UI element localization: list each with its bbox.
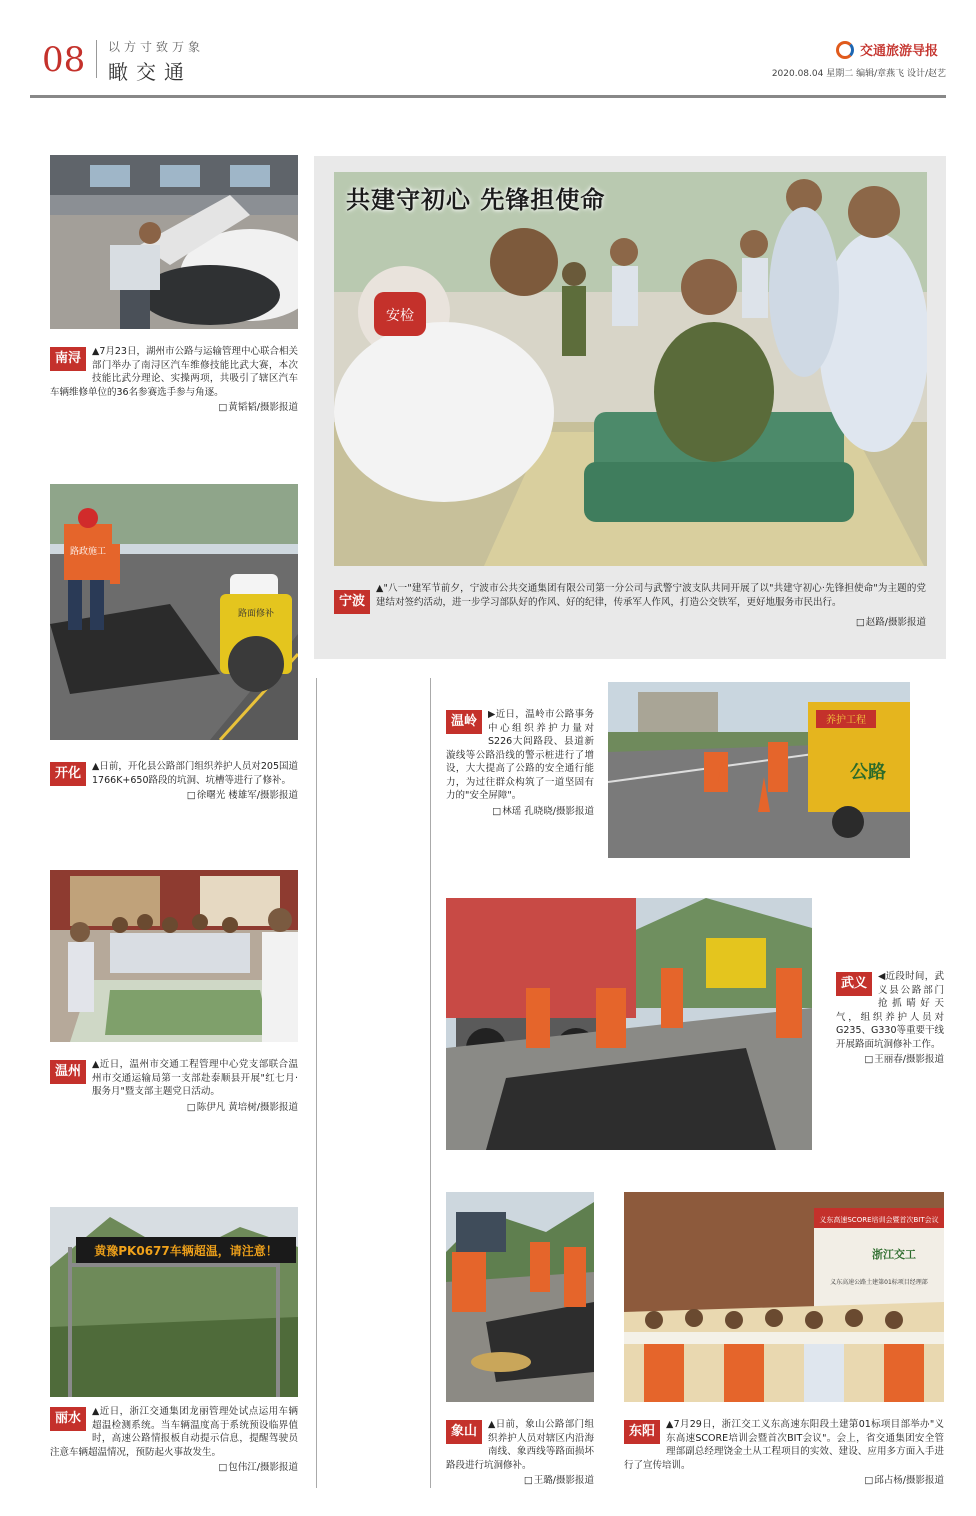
caption-text: ▲7月23日，湖州市公路与运输管理中心联合相关部门举办了南浔区汽车维修技能比武大赛，本次技能比武分理论、实操两项，共吸引了辖区汽车车辆维修单位的36名参赛选手参与角逐。 [50, 346, 298, 398]
column-name: 瞰交通 [108, 60, 192, 84]
column-divider [316, 678, 317, 1488]
location-tag: 南浔 [50, 347, 86, 371]
story-photo-yushui [50, 1207, 298, 1397]
paper-name: 交通旅游导报 [860, 44, 939, 59]
screen-company-text: 浙江交工 [872, 1248, 916, 1261]
overheat-sign-text: 黄豫PK0677车辆超温，请注意！ [94, 1244, 278, 1258]
location-tag: 温岭 [446, 710, 482, 734]
story-caption-nanxun [50, 345, 298, 415]
feature-headline: 共建守初心 先锋担使命 [346, 186, 606, 214]
story-photo-wuyi [446, 898, 812, 1150]
photo-credit: □ 陈伊凡 黄培树/摄影报道 [50, 1101, 298, 1115]
logo-swirl-icon [836, 41, 854, 59]
location-tag: 宁波 [334, 590, 370, 614]
page-number: 08 [42, 40, 86, 80]
photo-credit: □ 黄韬韬/摄影报道 [50, 401, 298, 415]
location-tag: 温州 [50, 1060, 86, 1084]
story-photo-xiangshan [446, 1192, 594, 1402]
vest-text: 路政施工 [69, 547, 107, 557]
location-tag: 象山 [446, 1420, 482, 1444]
caption-text: ◀近段时间，武义县公路部门抢抓晴好天气，组织养护人员对G235、G330等重要干线开展路面坑洞修补工作。 [836, 971, 944, 1050]
story-caption-wuyi [836, 970, 944, 1067]
caption-text: ▲近日，浙江交通集团龙丽管理处试点运用车辆超温检测系统。当车辆温度高于系统预设临界值时，高速公路情报板自动提示信息，提醒驾驶员注意车辆超温情况，预防起火事故发生。 [50, 1406, 298, 1458]
story-photo-dongyang [624, 1192, 944, 1402]
story-photo-wenling [608, 682, 910, 858]
photo-credit: □ 林瑶 孔晓晓/摄影报道 [446, 805, 594, 819]
photo-credit: □ 王璐/摄影报道 [446, 1474, 594, 1488]
story-photo-nanxun [50, 155, 298, 329]
truck-roof-text: 养护工程 [826, 715, 866, 726]
caption-text: ▲近日，温州市交通工程管理中心党支部联合温州市交通运输局第一支部赴泰顺县开展"红七月·服务月"暨支部主题党日活动。 [92, 1059, 298, 1097]
photo-credit: □ 邱占杨/摄影报道 [624, 1474, 944, 1488]
photo-credit: □ 包伟江/摄影报道 [50, 1461, 298, 1475]
story-caption-wenling [446, 708, 594, 818]
caption-text: ▲日前，象山公路部门组织养护人员对辖区内沿海南线、象西线等路面损坏路段进行坑洞修补。 [446, 1419, 594, 1471]
header-divider [96, 40, 97, 78]
caption-text: ▲日前，开化县公路部门组织养护人员对205国道1766K+650路段的坑洞、坑槽等进行了修补。 [92, 761, 298, 786]
location-tag: 东阳 [624, 1420, 660, 1444]
story-caption-wenzhou [50, 1058, 298, 1114]
location-tag: 丽水 [50, 1407, 86, 1431]
caption-text: ▶近日，温岭市公路事务中心组织养护力量对S226大闾路段、县道新漩线等公路沿线的警示桩进行了增设，大大提高了公路的安全通行能力，为过往群众构筑了一道坚固有力的"安全屏障"。 [446, 709, 594, 801]
story-photo-wenzhou [50, 870, 298, 1042]
story-caption-xiangshan [446, 1418, 594, 1488]
roller-text: 路面修补 [237, 609, 275, 619]
column-divider [430, 678, 431, 1488]
truck-side-text: 公路 [850, 762, 886, 783]
photo-credit: □ 徐曙光 楼雄军/摄影报道 [50, 789, 298, 803]
header-rule [30, 95, 946, 98]
photo-credit: □ 王丽春/摄影报道 [836, 1053, 944, 1067]
photo-credit: □ 赵路/摄影报道 [334, 616, 926, 630]
paper-logo [836, 40, 938, 59]
feature-photo [334, 172, 927, 566]
location-tag: 武义 [836, 972, 872, 996]
story-caption-yushui [50, 1405, 298, 1475]
screen-project-text: 义东高速公路土建第01标项目经理部 [830, 1279, 928, 1286]
caption-text: ▲7月29日，浙江交工义东高速东阳段土建第01标项目部举办"义东高速SCORE培训会暨首次BIT会议"。会上，省交通集团安全管理部副总经理饶金土从工程项目的实效、建设、应用多方面入手进行了宣传培训。 [624, 1419, 944, 1471]
location-tag: 开化 [50, 762, 86, 786]
header-slogan: 以方寸致万象 [108, 40, 205, 54]
feature-badge-text: 安检 [386, 308, 414, 324]
story-photo-kaihua [50, 484, 298, 740]
dateline: 2020.08.04 星期二 编辑/章燕飞 设计/赵艺 [771, 69, 946, 79]
story-caption-kaihua [50, 760, 298, 803]
meeting-banner-text: 义东高速SCORE培训会暨首次BIT会议 [819, 1216, 939, 1224]
caption-text: ▲"八一"建军节前夕，宁波市公共交通集团有限公司第一分公司与武警宁波支队共同开展了以"共建守初心·先锋担使命"为主题的党建结对签约活动，进一步学习部队好的作风、好的纪律，传承军人作风，打造公交铁军，更好地服务市民出行。 [376, 583, 926, 608]
story-caption-dongyang [624, 1418, 944, 1488]
feature-caption [334, 582, 926, 630]
